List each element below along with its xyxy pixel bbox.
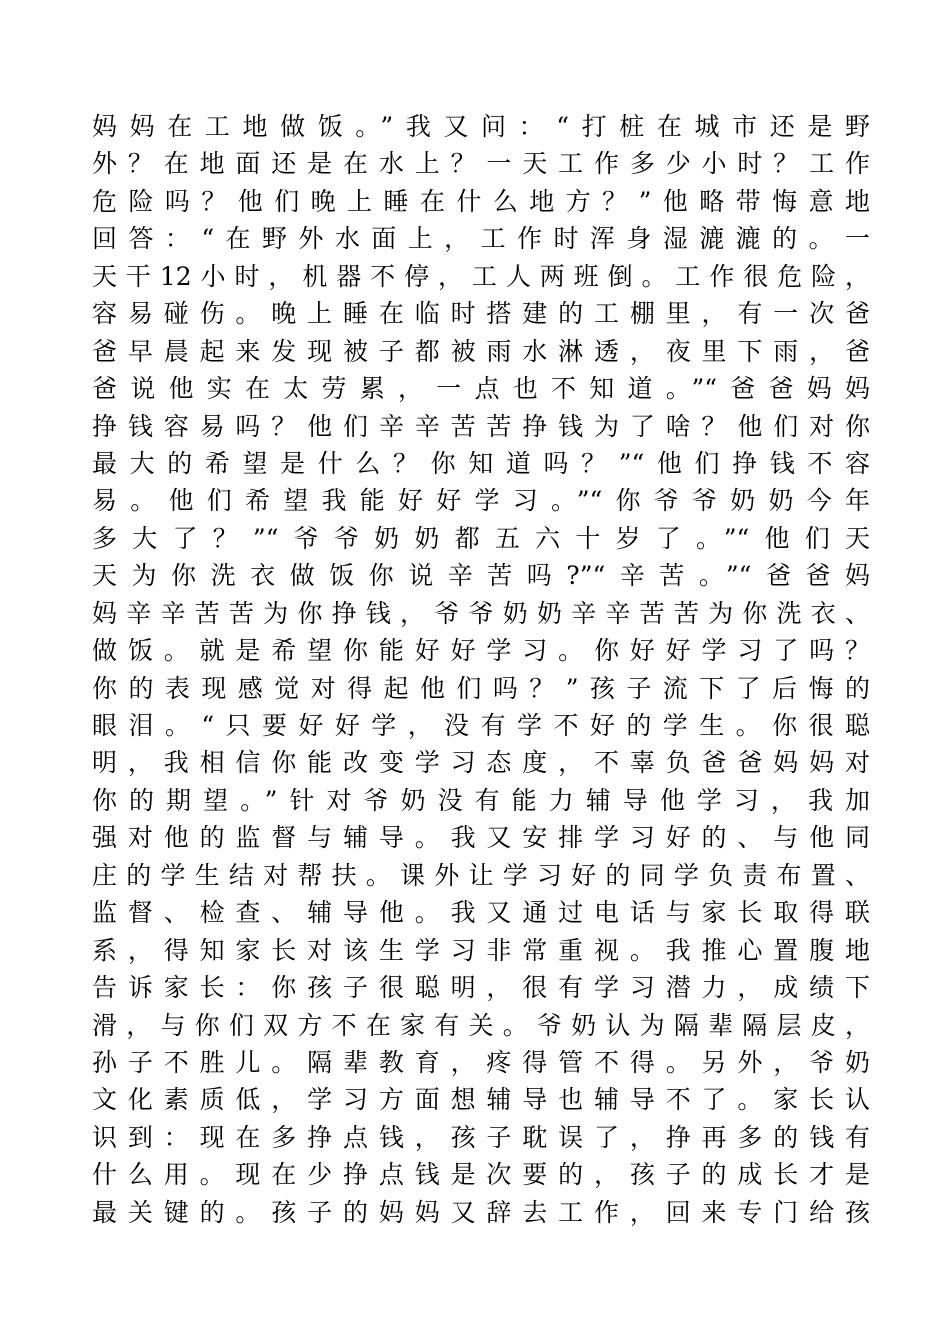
- text-line: 做饭。就是希望你能好好学习。你好好学习了吗？: [92, 636, 870, 666]
- text-line: 强对他的监督与辅导。我又安排学习好的、与他同: [92, 823, 870, 853]
- text-line: 什么用。现在少挣点钱是次要的，孩子的成长才是: [92, 1160, 870, 1190]
- text-line: 妈妈在工地做饭。”我又问：“打桩在城市还是野: [92, 112, 870, 141]
- text-line: 滑，与你们双方不在家有关。爷奶认为隔辈隔层皮，: [92, 1010, 870, 1040]
- text-line: 易。他们希望我能好好学习。”“你爷爷奶奶今年: [92, 486, 870, 516]
- text-line: 告诉家长：你孩子很聪明，很有学习潜力，成绩下: [92, 973, 870, 1003]
- text-line: 容易碰伤。晚上睡在临时搭建的工棚里，有一次爸: [92, 299, 870, 329]
- body-text: [92, 108, 882, 1231]
- text-line: 妈辛辛苦苦为你挣钱，爷爷奶奶辛辛苦苦为你洗衣、: [92, 598, 870, 628]
- text-line: 文化素质低，学习方面想辅导也辅导不了。家长认: [92, 1085, 870, 1115]
- text-line: 爸早晨起来发现被子都被雨水淋透，夜里下雨，爸: [92, 336, 870, 366]
- text-line: 识到：现在多挣点钱，孩子耽误了，挣再多的钱有: [92, 1122, 870, 1152]
- text-line: 你的期望。”针对爷奶没有能力辅导他学习，我加: [92, 785, 870, 815]
- text-line: 最关键的。孩子的妈妈又辞去工作，回来专门给孩: [92, 1197, 870, 1227]
- text-line: 危险吗？他们晚上睡在什么地方？”他略带悔意地: [92, 186, 870, 216]
- text-line: 明，我相信你能改变学习态度，不辜负爸爸妈妈对: [92, 748, 870, 778]
- text-line: 孙子不胜儿。隔辈教育，疼得管不得。另外，爷奶: [92, 1047, 870, 1077]
- text-line: 系，得知家长对该生学习非常重视。我推心置腹地: [92, 935, 870, 965]
- text-line: 多大了？”“爷爷奶奶都五六十岁了。”“他们天: [92, 523, 870, 553]
- text-line: 监督、检查、辅导他。我又通过电话与家长取得联: [92, 898, 870, 928]
- text-line: 最大的希望是什么？你知道吗？”“他们挣钱不容: [92, 448, 870, 478]
- text-line: 挣钱容易吗？他们辛辛苦苦挣钱为了啥？他们对你: [92, 411, 870, 441]
- text-line: 天为你洗衣做饭你说辛苦吗?”“辛苦。”“爸爸妈: [92, 561, 870, 591]
- text-line: 天干12小时，机器不停，工人两班倒。工作很危险，: [92, 261, 870, 291]
- text-line: 回答：“在野外水面上，工作时浑身湿漉漉的。一: [92, 224, 870, 254]
- text-line: 眼泪。“只要好好学，没有学不好的学生。你很聪: [92, 711, 870, 740]
- text-line: 你的表现感觉对得起他们吗？”孩子流下了后悔的: [92, 673, 870, 703]
- text-line: 爸说他实在太劳累，一点也不知道。”“爸爸妈妈: [92, 374, 870, 404]
- text-line: 外？在地面还是在水上？一天工作多少小时？工作: [92, 149, 870, 179]
- text-line: 庄的学生结对帮扶。课外让学习好的同学负责布置、: [92, 860, 870, 890]
